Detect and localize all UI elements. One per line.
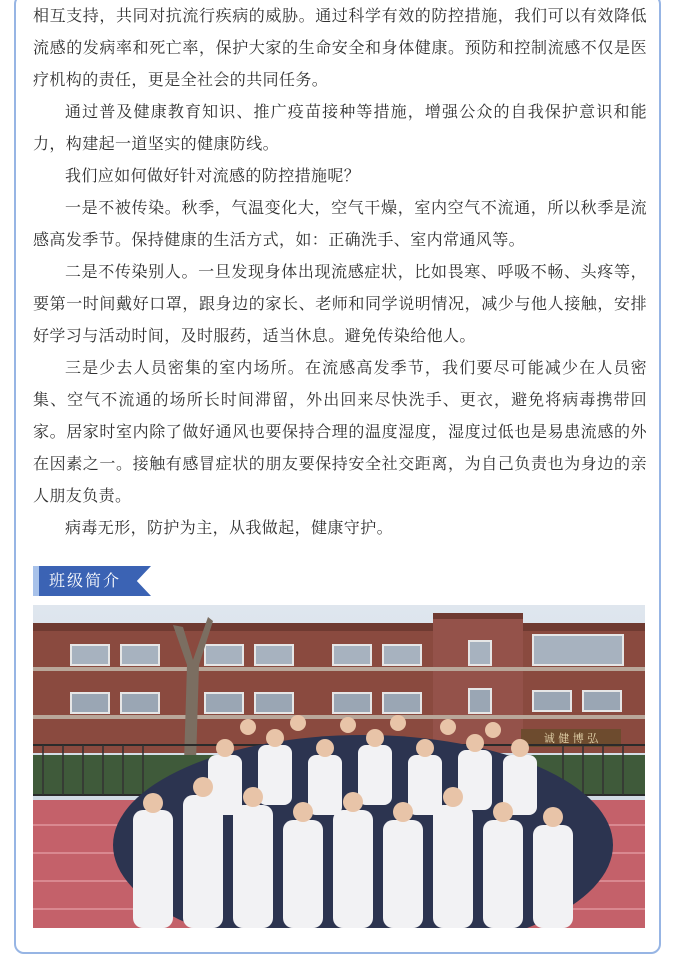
paragraph-3: 我们应如何做好针对流感的防控措施呢？ [65, 166, 361, 185]
building-sign: 诚 健 博 弘 [543, 732, 599, 745]
class-group-photo [33, 605, 645, 928]
section-heading-accent [33, 566, 39, 596]
section-heading-label: 班级简介 [49, 571, 122, 590]
article-body [33, 0, 647, 544]
section-heading-class-intro [33, 566, 151, 596]
paragraph-2: 通过普及健康教育知识、推广疫苗接种等措施，增强公众的自我保护意识和能力，构建起一道坚实的健康防线。 [33, 102, 647, 153]
paragraph-5: 二是不传染别人。一旦发现身体出现流感症状，比如畏寒、呼吸不畅、头疼等，要第一时间戴好口罩，跟身边的家长、老师和同学说明情况，减少与他人接触，安排好学习与活动时间，及时服药，适当休息。避免传染给他人。 [33, 262, 647, 345]
paragraph-7: 病毒无形，防护为主，从我做起，健康守护。 [65, 518, 394, 537]
paragraph-1: 相互支持，共同对抗流行疾病的威胁。通过科学有效的防控措施，我们可以有效降低流感的发病率和死亡率，保护大家的生命安全和身体健康。预防和控制流感不仅是医疗机构的责任，更是全社会的共同任务。 [33, 6, 647, 89]
paragraph-6: 三是少去人员密集的室内场所。在流感高发季节，我们要尽可能减少在人员密集、空气不流通的场所长时间滞留，外出回来尽快洗手、更衣，避免将病毒携带回家。居家时室内除了做好通风也要保持合理的温度湿度，湿度过低也是易患流感的外在因素之一。接触有感冒症状的朋友要保持安全社交距离，为自己负责也为身边的亲人朋友负责。 [33, 358, 647, 505]
paragraph-4: 一是不被传染。秋季，气温变化大，空气干燥，室内空气不流通，所以秋季是流感高发季节。保持健康的生活方式，如：正确洗手、室内常通风等。 [33, 198, 647, 249]
